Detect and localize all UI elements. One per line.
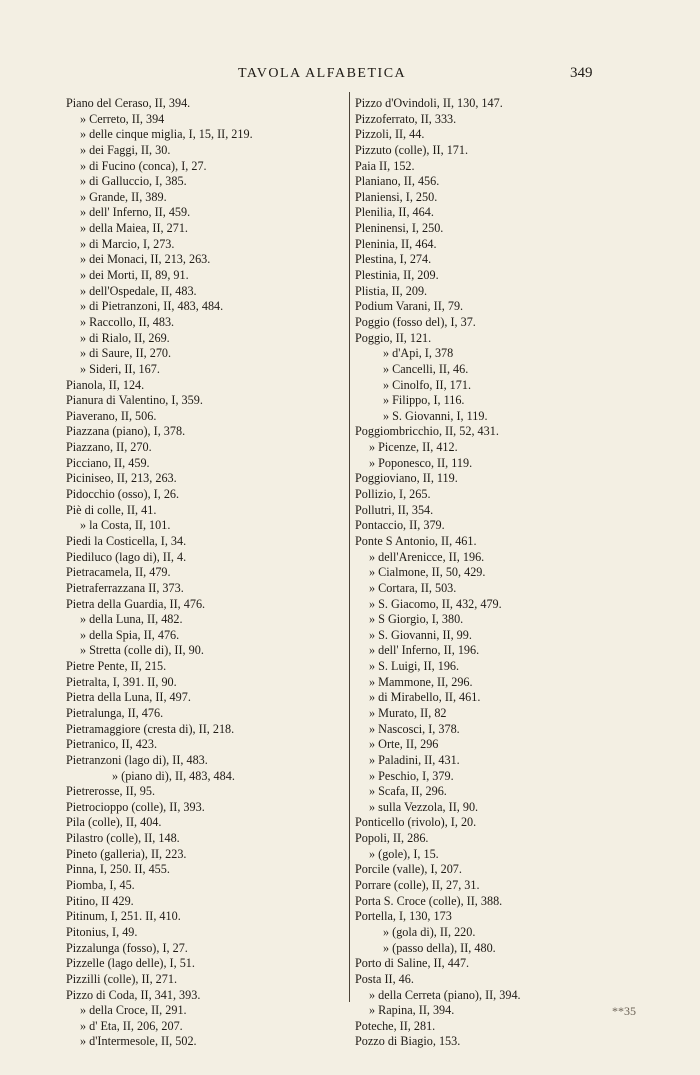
index-entry: » dei Faggi, II, 30. [80,142,171,157]
index-entry: Planiano, II, 456. [355,174,440,189]
index-entry: » (piano di), II, 483, 484. [112,768,235,783]
index-entry: » S Giorgio, I, 380. [369,612,464,627]
index-column-right [355,96,655,1050]
index-entry: Pontaccio, II, 379. [355,518,445,533]
index-entry: » Orte, II, 296 [369,737,439,752]
index-entry: » (gole), I, 15. [369,846,439,861]
index-entry: Popoli, II, 286. [355,831,429,846]
index-entry: Poggiombricchio, II, 52, 431. [355,424,499,439]
index-entry: » Rapina, II, 394. [369,1003,455,1018]
index-entry: » Peschio, I, 379. [369,768,454,783]
index-entry: Piedi la Costicella, I, 34. [66,533,187,548]
index-entry: Pozzo di Biagio, 153. [355,1034,461,1049]
index-entry: Piediluco (lago di), II, 4. [66,549,187,564]
index-entry: » sulla Vezzola, II, 90. [369,799,479,814]
index-entry: Pietranico, II, 423. [66,737,158,752]
index-entry: » la Costa, II, 101. [80,518,171,533]
index-entry: » d' Eta, II, 206, 207. [80,1018,183,1033]
index-entry: Pitonius, I, 49. [66,924,138,939]
index-entry: Plenilia, II, 464. [355,205,434,220]
index-entry: » di Pietranzoni, II, 483, 484. [80,299,224,314]
index-entry: Portella, I, 130, 173 [355,909,452,924]
index-entry: Pietranzoni (lago di), II, 483. [66,752,208,767]
index-entry: » d'Intermesole, II, 502. [80,1034,197,1049]
index-entry: Plistia, II, 209. [355,283,428,298]
index-entry: Piaverano, II, 506. [66,408,157,423]
index-entry: » Scafa, II, 296. [369,784,447,799]
index-entry: Pietramaggiore (cresta di), II, 218. [66,721,235,736]
index-entry: » dei Monaci, II, 213, 263. [80,252,211,267]
index-entry: » Filippo, I, 116. [383,393,465,408]
index-entry: Poggioviano, II, 119. [355,471,458,486]
index-entry: Pietralta, I, 391. II, 90. [66,674,177,689]
index-entry: » Paladini, II, 431. [369,752,460,767]
index-entry: Pietra della Luna, II, 497. [66,690,191,705]
index-entry: » dell'Ospedale, II, 483. [80,283,197,298]
index-entry: » S. Giovanni, II, 99. [369,627,472,642]
index-entry: » di Mirabello, II, 461. [369,690,481,705]
index-entry: Piazzana (piano), I, 378. [66,424,186,439]
index-entry: Pinna, I, 250. II, 455. [66,862,170,877]
index-entry: Pizzoli, II, 44. [355,127,425,142]
index-entry: Pila (colle), II, 404. [66,815,162,830]
index-entry: » Cialmone, II, 50, 429. [369,565,486,580]
index-entry: Pizzo d'Ovindoli, II, 130, 147. [355,96,503,110]
index-entry: Porrare (colle), II, 27, 31. [355,878,480,893]
index-entry: » di Rialo, II, 269. [80,330,170,345]
index-entry: Pleninia, II, 464. [355,236,437,251]
index-entry: Poggio, II, 121. [355,330,432,345]
index-entry: Plestinia, II, 209. [355,268,439,283]
index-entry: Pietrerosse, II, 95. [66,784,156,799]
index-entry: » della Croce, II, 291. [80,1003,187,1018]
index-entry: » Picenze, II, 412. [369,440,458,455]
signature-mark: **35 [612,1004,636,1018]
index-entry: » d'Api, I, 378 [383,346,454,361]
index-entry: » Poponesco, II, 119. [369,455,473,470]
index-entry: Pizzuto (colle), II, 171. [355,142,469,157]
index-entry: Pizzalunga (fosso), I, 27. [66,940,188,955]
index-entry: Piano del Ceraso, II, 394. [66,96,191,110]
index-entry: » Murato, II, 82 [369,705,447,720]
index-entry: » della Luna, II, 482. [80,612,183,627]
index-entry: Pitino, II 429. [66,893,134,908]
index-entry: » (passo della), II, 480. [383,940,496,955]
index-entry: Pizzo di Coda, II, 341, 393. [66,987,201,1002]
index-entry: » Cinolfo, II, 171. [383,377,472,392]
index-entry: » Cerreto, II, 394 [80,111,165,126]
running-title: TAVOLA ALFABETICA [238,66,407,81]
index-entry: Posta II, 46. [355,971,414,986]
index-entry: Plestina, I, 274. [355,252,432,267]
index-entry: Paia II, 152. [355,158,415,173]
index-entry: » dei Morti, II, 89, 91. [80,268,189,283]
index-entry: » S. Giacomo, II, 432, 479. [369,596,502,611]
index-entry: » Grande, II, 389. [80,189,167,204]
index-entry: » della Spia, II, 476. [80,627,180,642]
index-entry: Pollutri, II, 354. [355,502,434,517]
index-entry: Pizzoferrato, II, 333. [355,111,457,126]
index-entry: » S. Giovanni, I, 119. [383,408,488,423]
index-entry: » Sideri, II, 167. [80,361,160,376]
index-entry: Pietracamela, II, 479. [66,565,171,580]
index-entry: Pizzelle (lago delle), I, 51. [66,956,195,971]
index-entry: » dell'Arenicce, II, 196. [369,549,485,564]
index-entry: Pleninensi, I, 250. [355,221,444,236]
index-entry: Podium Varani, II, 79. [355,299,464,314]
index-entry: Pilastro (colle), II, 148. [66,831,180,846]
index-entry: Pietralunga, II, 476. [66,705,164,720]
index-entry: Pietraferrazzana II, 373. [66,580,184,595]
index-entry: » Mammone, II, 296. [369,674,473,689]
index-entry: Planiensi, I, 250. [355,189,438,204]
index-entry: Pizzilli (colle), II, 271. [66,971,178,986]
index-entry: Pianura di Valentino, I, 359. [66,393,203,408]
index-entry: » di Fucino (conca), I, 27. [80,158,207,173]
index-entry: Poggio (fosso del), I, 37. [355,314,476,329]
index-entry: Pitinum, I, 251. II, 410. [66,909,181,924]
index-entry: » Stretta (colle di), II, 90. [80,643,204,658]
index-entry: Pidocchio (osso), I, 26. [66,487,180,502]
index-entry: Piazzano, II, 270. [66,440,152,455]
index-entry: Poteche, II, 281. [355,1018,436,1033]
index-entry: Picciano, II, 459. [66,455,150,470]
index-entry: » delle cinque miglia, I, 15, II, 219. [80,127,253,142]
index-entry: » S. Luigi, II, 196. [369,659,460,674]
index-entry: » di Marcio, I, 273. [80,236,175,251]
index-entry: Pietra della Guardia, II, 476. [66,596,206,611]
index-entry: » Raccollo, II, 483. [80,314,175,329]
index-entry: » dell' Inferno, II, 459. [80,205,191,220]
index-entry: Piè di colle, II, 41. [66,502,157,517]
index-entry: Piciniseo, II, 213, 263. [66,471,177,486]
index-entry: » (gola di), II, 220. [383,924,476,939]
index-entry: » di Galluccio, I, 385. [80,174,187,189]
index-entry: Piomba, I, 45. [66,878,135,893]
index-entry: » dell' Inferno, II, 196. [369,643,480,658]
index-entry: Pietre Pente, II, 215. [66,659,167,674]
index-column-left [66,96,344,1050]
index-entry: » della Maiea, II, 271. [80,221,188,236]
index-entry: » Cortara, II, 503. [369,580,457,595]
page-number: 349 [570,65,593,81]
index-entry: Porto di Saline, II, 447. [355,956,470,971]
page-header [0,66,700,86]
index-entry: Pollizio, I, 265. [355,487,431,502]
index-entry: Pietrocioppo (colle), II, 393. [66,799,205,814]
index-entry: » della Cerreta (piano), II, 394. [369,987,521,1002]
index-entry: » Nascosci, I, 378. [369,721,460,736]
index-entry: Pianola, II, 124. [66,377,145,392]
index-entry: Porcile (valle), I, 207. [355,862,462,877]
index-entry: Ponte S Antonio, II, 461. [355,533,477,548]
index-entry: » Cancelli, II, 46. [383,361,469,376]
index-entry: Porta S. Croce (colle), II, 388. [355,893,503,908]
index-entry: » di Saure, II, 270. [80,346,172,361]
index-entry: Pineto (galleria), II, 223. [66,846,187,861]
index-entry: Ponticello (rivolo), I, 20. [355,815,477,830]
column-divider [349,92,350,1002]
